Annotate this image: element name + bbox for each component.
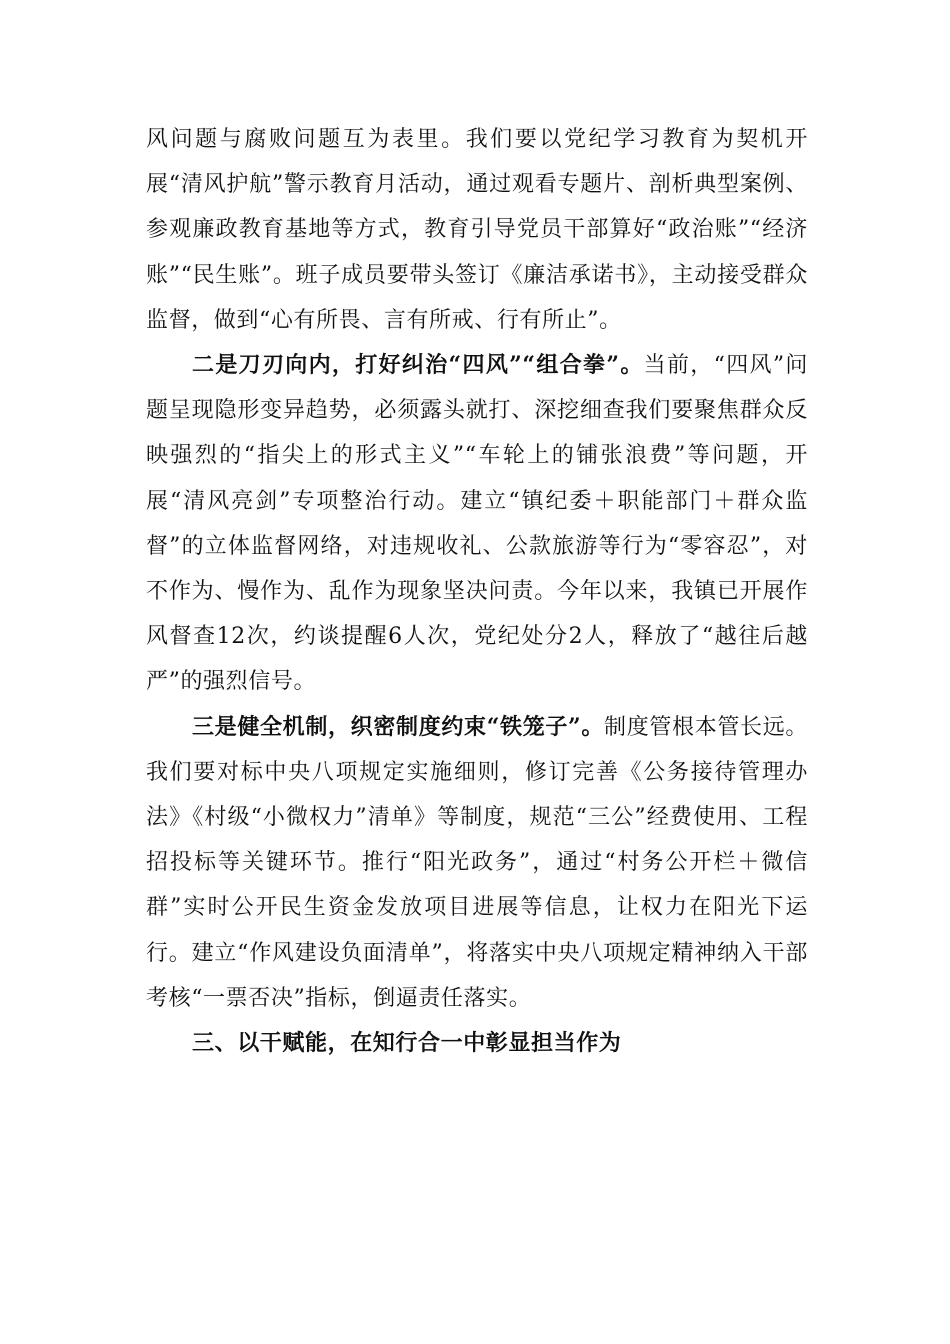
paragraph-lead-bold: 三是健全机制，织密制度约束“铁笼子”。 [192,713,605,740]
paragraph-text: 风问题与腐败问题互为表里。我们要以党纪学习教育为契机开展“清风护航”警示教育月活动，通过观看专题片、剖析典型案例、参观廉政教育基地等方式，教育引导党员干部算好“政治账”“经济账”“民生账”。班子成员要带头签订《廉洁承诺书》，主动接受群众监督，做到“心有所畏、言有所戒、行有所止”。 [146,127,808,333]
document-body [146,117,808,1066]
paragraph-continued [146,117,808,343]
paragraph-text: 制度管根本管长远。我们要对标中央八项规定实施细则，修订完善《公务接待管理办法》《村级“小微权力”清单》等制度，规范“三公”经费使用、工程招投标等关键环节。推行“阳光政务”，通过“村务公开栏＋微信群”实时公开民生资金发放项目进展等信息，让权力在阳光下运行。建立“作风建设负面清单”，将落实中央八项规定精神纳入干部考核“一票否决”指标，倒逼责任落实。 [146,714,808,1011]
paragraph-text: 当前，“四风”问题呈现隐形变异趋势，必须露头就打、深挖细查我们要聚焦群众反映强烈的“指尖上的形式主义”“车轮上的铺张浪费”等问题，开展“清风亮剑”专项整治行动。建立“镇纪委＋职能部门＋群众监督”的立体监督网络，对违规收礼、公款旅游等行为“零容忍”，对不作为、慢作为、乱作为现象坚决问责。今年以来，我镇已开展作风督查12次，约谈提醒6人次，党纪处分2人，释放了“越往后越严”的强烈信号。 [146,353,809,695]
section-heading: 三、以干赋能，在知行合一中彰显担当作为 [192,1030,622,1057]
paragraph-point-three [146,705,808,1021]
paragraph-lead-bold: 二是刀刃向内，打好纠治“四风”“组合拳”。 [192,352,644,379]
paragraph-point-two [146,343,808,705]
